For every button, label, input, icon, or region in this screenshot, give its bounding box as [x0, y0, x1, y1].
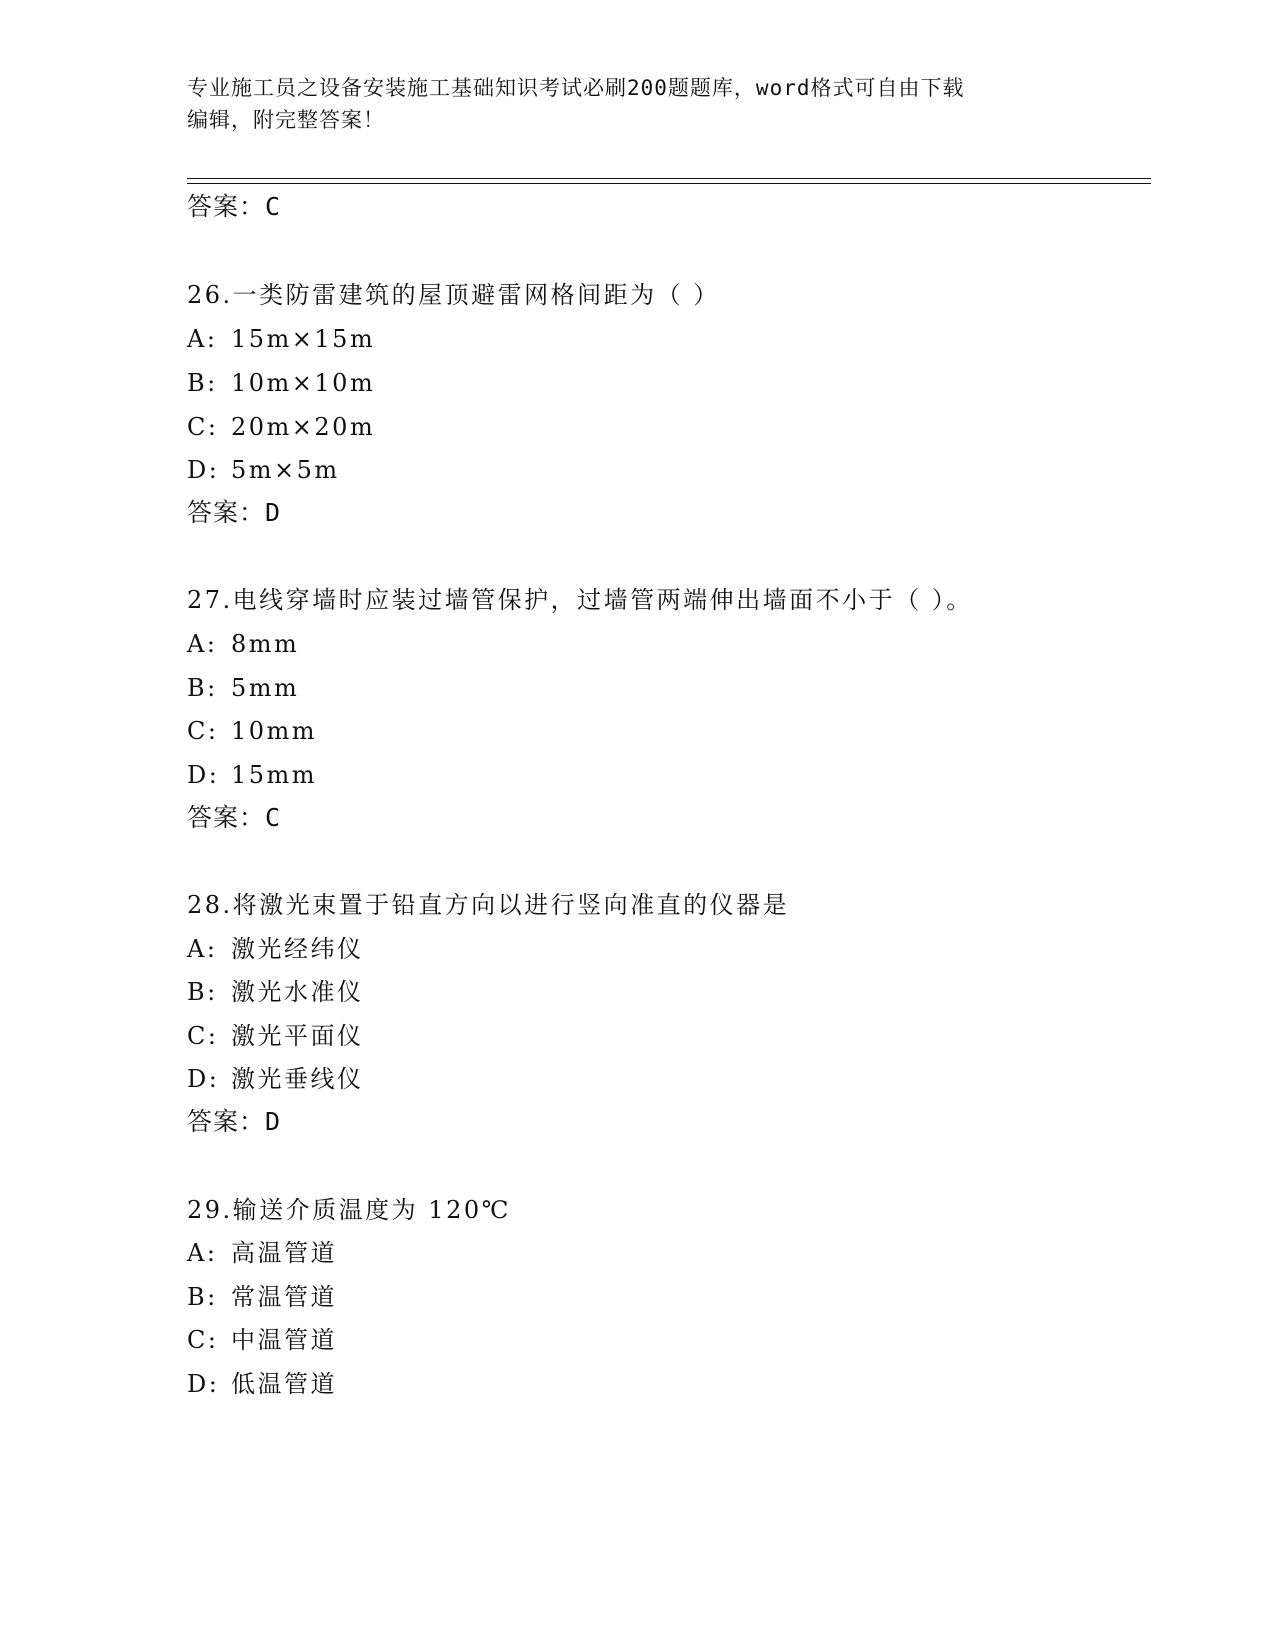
option-letter: B:	[187, 1283, 218, 1311]
question-28-option-c	[187, 1021, 364, 1051]
option-text: 激光平面仪	[231, 1022, 364, 1050]
question-26-option-c	[187, 412, 375, 442]
option-letter: A:	[187, 935, 218, 963]
option-letter: B:	[187, 674, 218, 702]
option-text: 5mm	[231, 674, 300, 702]
option-text: 8mm	[231, 630, 300, 658]
option-text: 15mm	[231, 761, 318, 789]
option-letter: B:	[187, 978, 218, 1006]
question-27-option-b	[187, 673, 299, 703]
header-title-line-2: 编辑，附完整答案！	[187, 108, 385, 132]
option-text: 低温管道	[231, 1370, 337, 1398]
option-text: 5m×5m	[231, 456, 340, 484]
option-letter: D:	[187, 456, 220, 484]
option-text: 10mm	[231, 717, 318, 745]
question-28-stem: 28.将激光束置于铅直方向以进行竖向准直的仪器是	[187, 891, 790, 919]
question-26-option-a	[187, 324, 375, 354]
option-letter: C:	[187, 1326, 219, 1354]
option-letter: C:	[187, 1022, 219, 1050]
question-27-option-c	[187, 716, 317, 746]
option-letter: A:	[187, 630, 218, 658]
question-29-option-b	[187, 1282, 337, 1312]
option-text: 20m×20m	[231, 413, 376, 441]
header-title-line-1: 专业施工员之设备安装施工基础知识考试必刷200题题库，word格式可自由下载	[187, 76, 965, 100]
option-text: 15m×15m	[231, 325, 376, 353]
option-text: 激光经纬仪	[231, 935, 364, 963]
option-letter: D:	[187, 1065, 220, 1093]
question-27-answer: 答案：C	[187, 803, 282, 832]
question-28-option-d	[187, 1064, 364, 1094]
option-letter: D:	[187, 1370, 220, 1398]
question-26-option-d	[187, 455, 340, 485]
question-27-stem: 27.电线穿墙时应装过墙管保护，过墙管两端伸出墙面不小于（ ）。	[187, 586, 973, 614]
question-27-option-a	[187, 629, 299, 659]
option-text: 高温管道	[231, 1239, 337, 1267]
option-letter: A:	[187, 1239, 218, 1267]
option-letter: C:	[187, 717, 219, 745]
header-divider-bottom	[187, 183, 1151, 184]
question-27-option-d	[187, 760, 317, 790]
option-text: 10m×10m	[231, 369, 376, 397]
option-letter: B:	[187, 369, 218, 397]
question-26-option-b	[187, 368, 375, 398]
document-header	[187, 72, 1067, 136]
answer-prev: 答案：C	[187, 192, 282, 221]
option-text: 常温管道	[231, 1283, 337, 1311]
question-29-option-a	[187, 1238, 337, 1268]
option-letter: D:	[187, 761, 220, 789]
question-28-answer: 答案：D	[187, 1107, 282, 1136]
header-divider-top	[187, 178, 1151, 179]
option-text: 激光水准仪	[231, 978, 364, 1006]
option-letter: C:	[187, 413, 219, 441]
option-text: 中温管道	[231, 1326, 337, 1354]
question-26-answer: 答案：D	[187, 498, 282, 527]
question-28-option-b	[187, 977, 364, 1007]
option-text: 激光垂线仪	[231, 1065, 364, 1093]
option-letter: A:	[187, 325, 218, 353]
question-26-stem: 26.一类防雷建筑的屋顶避雷网格间距为（ ）	[187, 281, 720, 309]
question-28-option-a	[187, 934, 364, 964]
question-29-stem: 29.输送介质温度为 120℃	[187, 1196, 511, 1224]
question-29-option-d	[187, 1369, 337, 1399]
question-29-option-c	[187, 1325, 337, 1355]
